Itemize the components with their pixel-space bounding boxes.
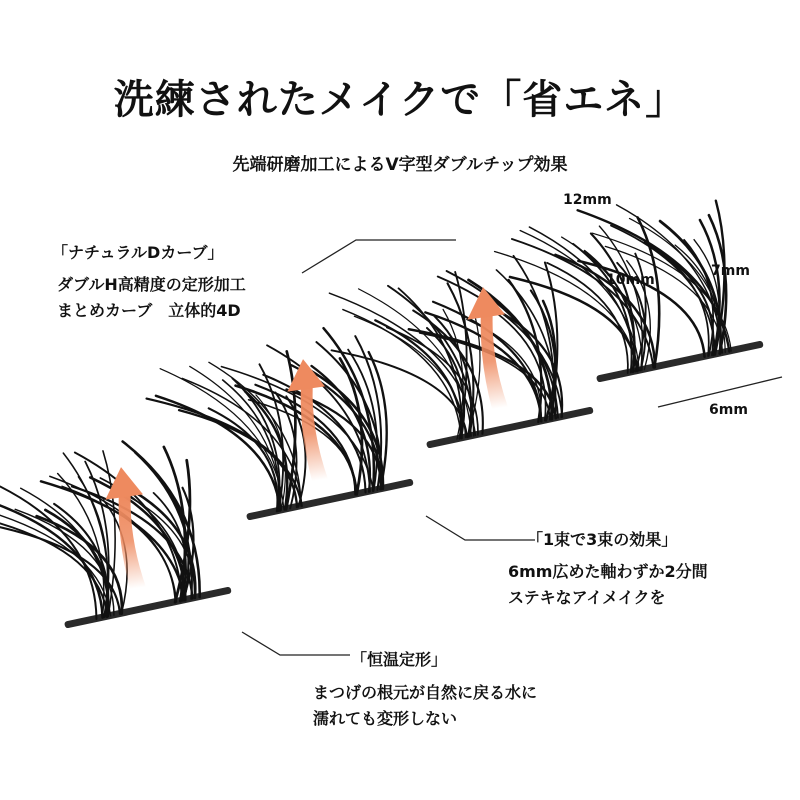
- page-subtitle: 先端研磨加工によるV字型ダブルチップ効果: [232, 155, 568, 175]
- length-12mm-label: 12mm: [563, 192, 612, 208]
- length-10mm-label: 10mm: [606, 272, 655, 288]
- feature-curve-label: 「ナチュラルDカーブ」: [52, 243, 224, 262]
- feature-curve-line1: ダブルH高精度の定形加工: [57, 275, 246, 294]
- lash-cluster: [490, 178, 764, 398]
- lash-band: [426, 406, 594, 448]
- width-6mm-label: 6mm: [709, 402, 748, 418]
- leader-line-volume: [426, 516, 535, 540]
- feature-shape-line2: 濡れても変形しない: [313, 709, 458, 728]
- lash-strand: [156, 375, 281, 531]
- lash-strand: [324, 323, 384, 494]
- feature-shape-line1: まつげの根元が自然に戻る水に: [313, 683, 538, 702]
- lash-band: [64, 586, 232, 628]
- feature-volume-label: 「1束で3束の効果」: [527, 530, 678, 549]
- lash-band: [596, 340, 764, 382]
- feature-volume-line2: ステキなアイメイクを: [508, 588, 666, 607]
- lash-band: [246, 478, 414, 520]
- feature-curve-line2: まとめカーブ 立体的4D: [57, 301, 241, 320]
- leader-line-curve: [302, 240, 456, 273]
- feature-volume-line1: 6mm広めた軸わずか2分間: [508, 562, 708, 581]
- leader-line-shape: [242, 632, 350, 655]
- lash-strand: [529, 211, 638, 387]
- lash-cluster: [0, 425, 232, 644]
- feature-shape-label: 「恒温定形」: [351, 650, 448, 669]
- page-title: 洗練されたメイクで「省エネ」: [113, 77, 687, 123]
- length-7mm-label: 7mm: [711, 263, 750, 279]
- lash-strand: [495, 228, 638, 395]
- lash-strand: [90, 463, 188, 614]
